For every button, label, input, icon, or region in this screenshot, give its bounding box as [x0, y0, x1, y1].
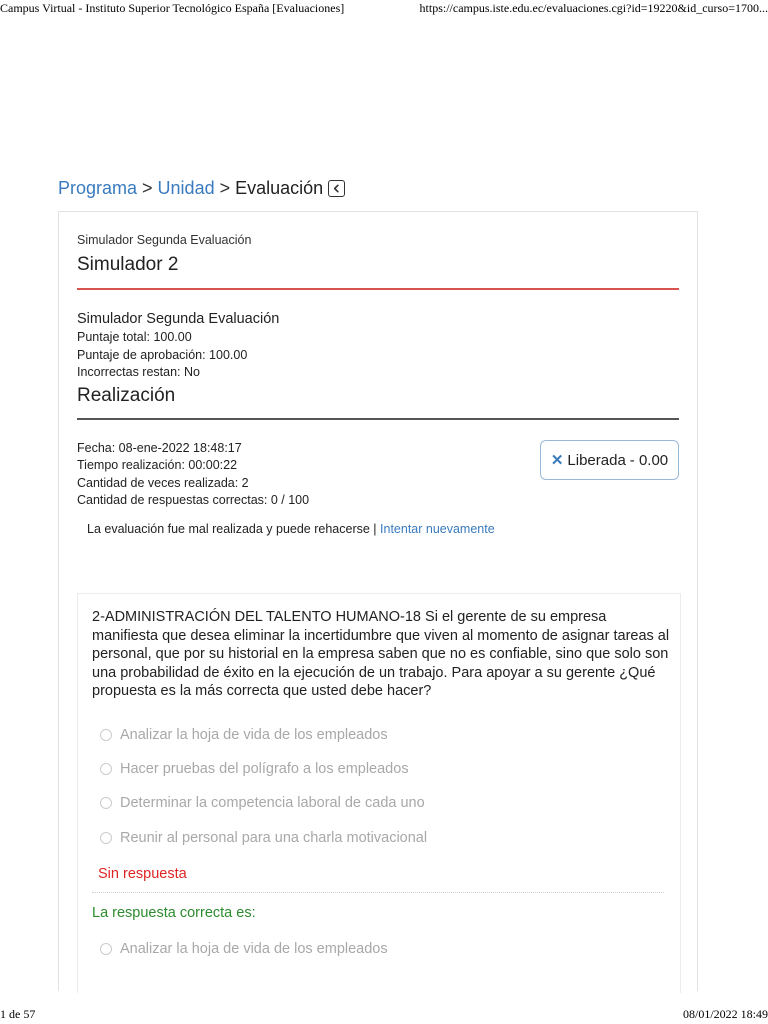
print-header	[0, 0, 768, 20]
correct-answer-label: La respuesta correcta es:	[92, 905, 256, 921]
answer-option[interactable]	[100, 795, 425, 811]
evaluation-subtitle: Simulador Segunda Evaluación	[77, 233, 252, 247]
answer-option-label: Analizar la hoja de vida de los empleados	[120, 727, 388, 743]
breadcrumb	[58, 178, 345, 199]
info-wrong-subtract: Incorrectas restan: No	[77, 365, 200, 379]
redo-message	[87, 522, 495, 536]
print-footer	[0, 1004, 768, 1024]
answer-option[interactable]	[100, 830, 427, 846]
print-footer-datetime: 08/01/2022 18:49	[682, 1007, 768, 1021]
answer-option-label: Hacer pruebas del polígrafo a los empleados	[120, 761, 409, 777]
info-total-score: Puntaje total: 100.00	[77, 330, 192, 344]
radio-icon	[100, 943, 112, 955]
section-divider	[77, 418, 679, 420]
correct-answer-option-label: Analizar la hoja de vida de los empleados	[120, 941, 388, 957]
answer-option-label: Determinar la competencia laboral de cada uno	[120, 795, 425, 811]
x-icon: ✕	[550, 452, 564, 469]
answer-option[interactable]	[100, 761, 409, 777]
status-badge-label: Liberada	[567, 451, 626, 469]
print-header-url: https://campus.iste.edu.ec/evaluaciones.cgi?id=19220&id_curso=1700...	[419, 1, 768, 15]
radio-icon[interactable]	[100, 797, 112, 809]
info-name: Simulador Segunda Evaluación	[77, 311, 280, 327]
attempt-section-title: Realización	[77, 385, 176, 406]
radio-icon[interactable]	[100, 729, 112, 741]
breadcrumb-separator: >	[219, 178, 231, 198]
attempt-date: Fecha: 08-ene-2022 18:48:17	[77, 441, 242, 455]
answer-option[interactable]	[100, 727, 388, 743]
title-divider	[77, 288, 679, 290]
attempt-times: Cantidad de veces realizada: 2	[77, 475, 249, 490]
attempt-details	[77, 440, 309, 509]
print-footer-page: 1 de 57	[0, 1007, 36, 1021]
status-badge	[540, 440, 679, 480]
evaluation-title: Simulador 2	[77, 254, 179, 275]
status-badge-score: - 0.00	[629, 451, 669, 469]
info-pass-score: Puntaje de aprobación: 100.00	[77, 347, 248, 362]
evaluation-card	[58, 211, 698, 991]
retry-link[interactable]: Intentar nuevamente	[380, 522, 495, 536]
breadcrumb-separator: >	[142, 178, 153, 198]
attempt-correct: Cantidad de respuestas correctas: 0 / 100	[77, 492, 310, 507]
no-answer-status: Sin respuesta	[98, 866, 187, 882]
dotted-divider	[92, 892, 664, 893]
print-header-title: Campus Virtual - Instituto Superior Tecnológico España [Evaluaciones]	[0, 1, 345, 15]
evaluation-info	[77, 310, 279, 382]
answer-option-label: Reunir al personal para una charla motivacional	[120, 830, 428, 846]
breadcrumb-current: Evaluación	[235, 178, 324, 198]
radio-icon[interactable]	[100, 763, 112, 775]
correct-answer-option	[100, 941, 388, 957]
breadcrumb-program-link[interactable]: Programa	[58, 178, 138, 198]
breadcrumb-unit-link[interactable]: Unidad	[157, 178, 215, 198]
question-card	[77, 593, 681, 993]
question-text: 2-ADMINISTRACIÓN DEL TALENTO HUMANO-18 Si el gerente de su empresa manifiesta que desea eliminar la incertidumbre que viven al momento de asignar tareas al personal, que por su historial en la empresa saben que no es confiable, sino que solo son una probabilidad de éxito en la ejecución de un trabajo. Para apoyar a su gerente ¿Qué propuesta es la más correcta que usted debe hacer?	[92, 609, 670, 699]
redo-text: La evaluación fue mal realizada y puede rehacerse |	[87, 522, 381, 536]
radio-icon[interactable]	[100, 832, 112, 844]
chevron-left-icon[interactable]	[328, 180, 345, 197]
attempt-duration: Tiempo realización: 00:00:22	[77, 458, 238, 473]
